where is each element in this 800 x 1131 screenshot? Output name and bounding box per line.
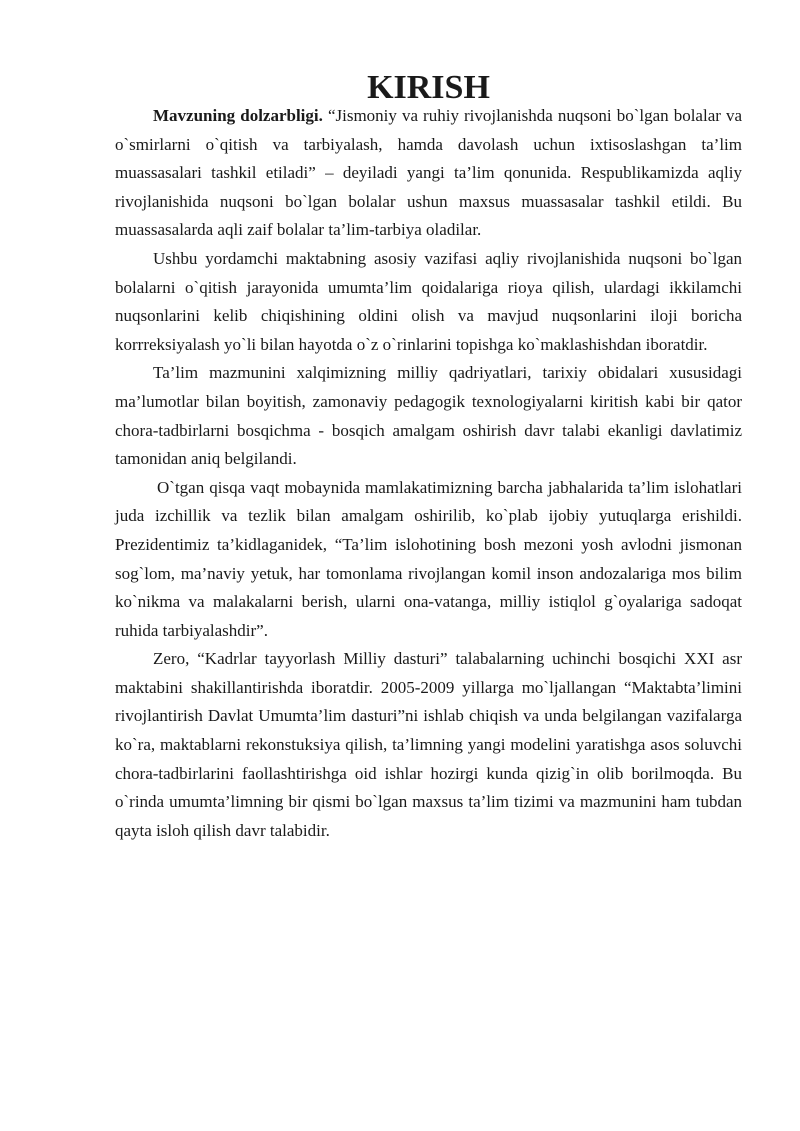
paragraph-education-content <box>115 359 742 473</box>
paragraph-text: “Jismoniy va ruhiy rivojlanishda nuqsoni bo`lgan bolalar va o`smirlarni o`qitish va tarbiyalash, hamda davolash uchun ixtisoslashgan ta’lim muassasalari tashkil etiladi” – deyiladi yangi ta’lim qonunida. Respublikamizda aqliy rivojlanishida nuqsoni bo`lgan bolalar ushun maxsus muassasalar tashkil etildi. Bu muassasalarda aqli zaif bolalar ta’lim-tarbiya oladilar. <box>115 106 742 240</box>
paragraph-text: Zero, “Kadrlar tayyorlash Milliy dasturi” talabalarning uchinchi bosqichi XXI asr maktabini shakillantirishda iboratdir. 2005-2009 yillarga mo`ljallangan “Maktabta’limini rivojlantirish Davlat Umumta’lim dasturi”ni ishlab chiqish va unda belgilangan vazifalarga ko`ra, maktablarni rekonstuksiya qilish, ta’limning yangi modelini yaratishga asos soluvchi chora-tadbirlarini faollashtirishga oid ishlar hozirgi kunda qizig`in olib borilmoqda. Bu o`rinda umumta’limning bir qismi bo`lgan maxsus ta’lim tizimi va mazmunini ham tubdan qayta isloh qilish davr talabidir. <box>115 649 742 840</box>
document-title: KIRISH <box>367 69 490 106</box>
paragraph-text: O`tgan qisqa vaqt mobaynida mamlakatimizning barcha jabhalarida ta’lim islohatlari juda izchillik va tezlik bilan amalgam oshirilib, ko`plab ijobiy yutuqlarga erishildi. Prezidentimiz ta’kidlaganidek, “Ta’lim islohotining bosh mezoni yosh avlodni jismonan sog`lom, ma’naviy yetuk, har tomonlama rivojlangan komil inson andozalariga mos bilim ko`nikma va malakalarni berish, ularni ona-vatanga, milliy istiqlol g`oyalariga sadoqat ruhida tarbiyalashdir”. <box>115 477 742 640</box>
paragraph-lead-heading: Mavzuning dolzarbligi. <box>153 106 323 125</box>
paragraph-reforms <box>115 474 742 646</box>
paragraph-school-task <box>115 245 742 359</box>
document-page <box>115 69 742 845</box>
paragraph-text: Ta’lim mazmunini xalqimizning milliy qadriyatlari, tarixiy obidalari xususidagi ma’lumotlar bilan boyitish, zamonaviy pedagogik texnologiyalarni kiritish kabi bir qator chora-tadbirlarni bosqichma - bosqich amalgam oshirish davr talabi ekanligi davlatimiz tamonidan aniq belgilandi. <box>115 363 742 469</box>
paragraph-text: Ushbu yordamchi maktabning asosiy vazifasi aqliy rivojlanishida nuqsoni bo`lgan bolalarni o`qitish jarayonida umumta’lim qoidalariga rioya qilish, ulardagi ikkilamchi nuqsonlarini kelib chiqishining oldini olish va mavjud nuqsonlarini iloji boricha korrreksiyalash yo`li bilan hayotda o`z o`rinlarini topishga ko`maklashishdan iboratdir. <box>115 248 742 354</box>
paragraph-relevance <box>115 102 742 245</box>
paragraph-national-program <box>115 645 742 845</box>
